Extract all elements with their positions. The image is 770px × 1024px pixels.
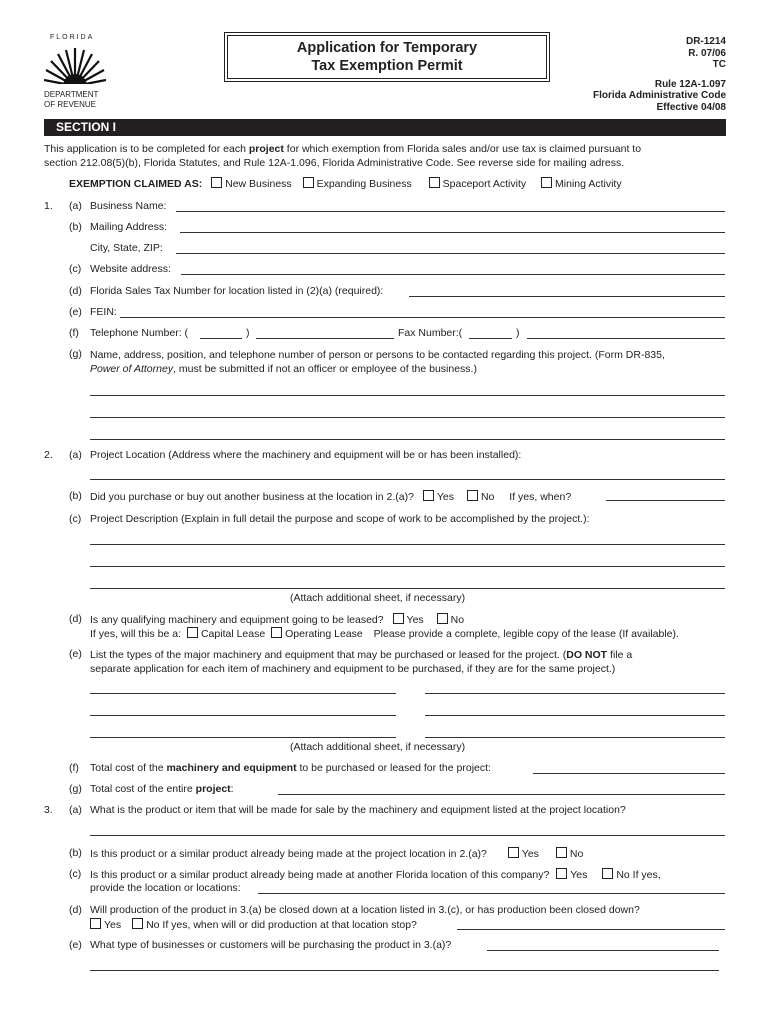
q1-number: 1. — [44, 200, 53, 212]
q2-number: 2. — [44, 449, 53, 461]
sun-emblem-icon — [44, 46, 106, 88]
leased-question: Is any qualifying machinery and equipment going to be leased? Yes No — [90, 614, 465, 626]
contact-person-field-3[interactable] — [90, 439, 725, 440]
title-box — [227, 35, 547, 79]
project-location-field[interactable] — [90, 479, 725, 480]
form-code: TC — [712, 59, 726, 70]
sales-tax-number-label: Florida Sales Tax Number for location listed in (2)(a) (required): — [90, 285, 384, 297]
checkbox-spaceport-activity[interactable]: Spaceport Activity — [429, 178, 526, 190]
other-locations-field[interactable] — [258, 893, 725, 894]
title-line2: Tax Exemption Permit — [311, 58, 463, 74]
leased-no-checkbox[interactable]: No — [437, 614, 464, 626]
machinery-field-left-2[interactable] — [90, 715, 396, 716]
mailing-address-field[interactable] — [180, 232, 725, 233]
website-label: Website address: — [90, 263, 171, 275]
project-description-label: Project Description (Explain in full detail the purpose and scope of work to be accomplished by the project.): — [90, 513, 590, 525]
admin-code-ref: Florida Administrative Code — [593, 90, 726, 101]
product-field[interactable] — [90, 835, 725, 836]
closed-down-row — [90, 918, 417, 931]
other-location-no-checkbox[interactable]: No If yes, — [602, 869, 660, 881]
machinery-field-left-1[interactable] — [90, 693, 396, 694]
form-number: DR-1214 — [685, 36, 726, 47]
machinery-field-right-1[interactable] — [425, 693, 725, 694]
contact-person-field-1[interactable] — [90, 395, 725, 396]
website-field[interactable] — [181, 274, 725, 275]
operating-lease-checkbox[interactable]: Operating Lease — [271, 628, 363, 640]
project-description-field-3[interactable] — [90, 588, 725, 589]
form-info — [593, 36, 726, 113]
checkbox-expanding-business[interactable]: Expanding Business — [303, 178, 412, 190]
agency-logo — [44, 34, 106, 112]
attach-note-1: (Attach additional sheet, if necessary) — [290, 592, 466, 604]
fax-number-field[interactable] — [527, 338, 725, 339]
city-state-zip-label: City, State, ZIP: — [90, 242, 163, 254]
leased-yes-checkbox[interactable]: Yes — [393, 614, 424, 626]
fax-area-field[interactable] — [469, 338, 512, 339]
other-locations-label: provide the location or locations: — [90, 882, 241, 894]
machinery-cost-field[interactable] — [533, 773, 725, 774]
machinery-field-right-2[interactable] — [425, 715, 725, 716]
machinery-field-left-3[interactable] — [90, 737, 396, 738]
contact-person-label: Name, address, position, and telephone number of person or persons to be contacted regarding this project. (Form DR-835, Power of Attorney, must be submitted if not an officer or employee of the business.) — [90, 349, 665, 375]
agency-top-text: FLORIDA — [50, 34, 95, 41]
product-label: What is the product or item that will be made for sale by the machinery and equipment listed at the project location? — [90, 804, 626, 816]
intro-text: This application is to be completed for each project for which exemption from Florida sales and/or use tax is claimed pursuant to section 212.08(5)(b), Florida Statutes, and Rule 12A-1.096, Florida Administrative Code. See reverse side for mailing adress. — [44, 143, 642, 169]
same-location-question: Is this product or a similar product already being made at the project location in 2.(a)? Yes No — [90, 848, 584, 860]
attach-note-2: (Attach additional sheet, if necessary) — [290, 741, 466, 753]
agency-line1: DEPARTMENT — [44, 90, 99, 99]
q3-number: 3. — [44, 804, 53, 816]
title-line1: Application for Temporary — [296, 40, 478, 56]
closed-down-question: Will production of the product in 3.(a) be closed down at a location listed in 3.(c), or has production been closed down? — [90, 904, 640, 916]
checkbox-new-business[interactable]: New Business — [211, 178, 292, 190]
customers-field-2[interactable] — [90, 970, 719, 971]
telephone-label: Telephone Number: ( — [90, 327, 189, 339]
agency-line2: OF REVENUE — [44, 100, 97, 109]
exemption-row — [69, 177, 622, 190]
customers-label: What type of businesses or customers will be purchasing the product in 3.(a)? — [90, 939, 452, 951]
checkbox-mining-activity[interactable]: Mining Activity — [541, 178, 622, 190]
business-name-field[interactable] — [176, 211, 725, 212]
project-cost-field[interactable] — [278, 794, 725, 795]
fax-label: Fax Number:( — [398, 327, 463, 339]
same-location-no-checkbox[interactable]: No — [556, 848, 583, 860]
lease-type-row: If yes, will this be a: Capital Lease Operating Lease Please provide a complete, legible copy of the lease (If available). — [90, 628, 679, 640]
closed-down-when-field[interactable] — [457, 929, 725, 930]
capital-lease-checkbox[interactable]: Capital Lease — [187, 628, 265, 640]
business-name-label: Business Name: — [90, 200, 167, 212]
project-description-field-1[interactable] — [90, 544, 725, 545]
closed-down-yes-checkbox[interactable]: Yes — [90, 919, 121, 931]
other-location-question: Is this product or a similar product already being made at another Florida location of this company? Yes No If yes, — [90, 869, 661, 881]
form-revision: R. 07/06 — [688, 47, 726, 59]
customers-field-1[interactable] — [487, 950, 719, 951]
fein-label: FEIN: — [90, 306, 117, 318]
machinery-cost-label: Total cost of the machinery and equipment to be purchased or leased for the project: — [90, 762, 491, 774]
machinery-field-right-3[interactable] — [425, 737, 725, 738]
section-bar — [44, 119, 726, 136]
project-location-label: Project Location (Address where the machinery and equipment will be or has been installed): — [90, 449, 522, 461]
exemption-label: EXEMPTION CLAIMED AS: — [69, 178, 203, 190]
buyout-question: Did you purchase or buy out another business at the location in 2.(a)? Yes No If yes, when? — [90, 491, 572, 503]
section-title: SECTION I — [56, 120, 117, 134]
contact-person-field-2[interactable] — [90, 417, 725, 418]
telephone-number-field[interactable] — [256, 338, 394, 339]
buyout-no-checkbox[interactable]: No — [467, 491, 494, 503]
same-location-yes-checkbox[interactable]: Yes — [508, 848, 539, 860]
buyout-yes-checkbox[interactable]: Yes — [423, 491, 454, 503]
project-description-field-2[interactable] — [90, 566, 725, 567]
closed-down-no-checkbox[interactable]: No If yes, when will or did production at that location stop? — [132, 919, 417, 931]
other-location-yes-checkbox[interactable]: Yes — [556, 869, 587, 881]
buyout-when-field[interactable] — [606, 500, 725, 501]
effective-date: Effective 04/08 — [656, 101, 726, 113]
city-state-zip-field[interactable] — [176, 253, 725, 254]
sales-tax-number-field[interactable] — [409, 296, 725, 297]
project-cost-label: Total cost of the entire project: — [90, 783, 234, 795]
machinery-list-label: List the types of the major machinery and equipment that may be purchased or leased for the project. (DO NOT file a separate application for each item of machinery and equipment to be purchased, if they are for the same project.) — [90, 649, 633, 675]
mailing-address-label: Mailing Address: — [90, 221, 168, 233]
fein-field[interactable] — [120, 317, 725, 318]
rule-ref: Rule 12A-1.097 — [654, 78, 726, 90]
telephone-area-field[interactable] — [200, 338, 242, 339]
